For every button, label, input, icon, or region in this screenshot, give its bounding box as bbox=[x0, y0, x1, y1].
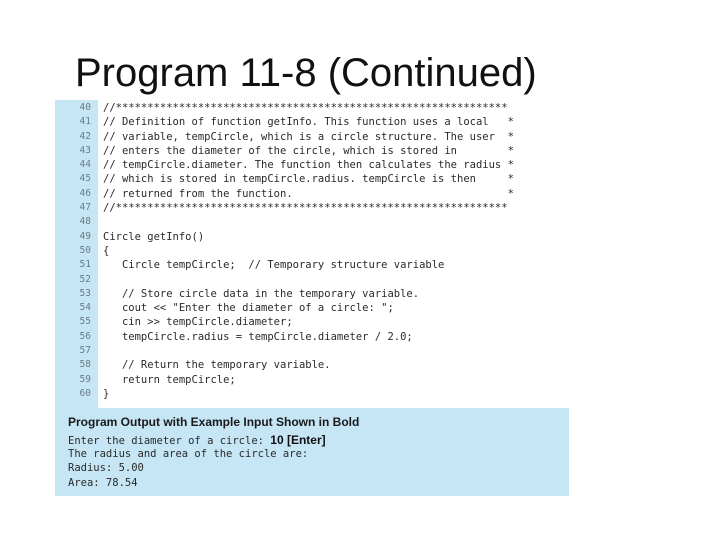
code-line bbox=[55, 172, 569, 186]
code-line bbox=[55, 115, 569, 129]
output-lines bbox=[68, 433, 326, 490]
line-number: 46 bbox=[79, 187, 91, 199]
code-text: Circle getInfo() bbox=[103, 230, 205, 243]
code-line bbox=[55, 301, 569, 315]
code-text: Circle tempCircle; // Temporary structure variable bbox=[103, 259, 445, 272]
code-text: // tempCircle.diameter. The function then calculates the radius * bbox=[103, 159, 514, 172]
output-user-input: 10 [Enter] bbox=[270, 433, 326, 447]
line-number: 55 bbox=[79, 316, 91, 328]
line-number: 43 bbox=[79, 144, 91, 156]
code-text: return tempCircle; bbox=[103, 373, 236, 386]
code-text: cin >> tempCircle.diameter; bbox=[103, 316, 293, 329]
line-number: 52 bbox=[79, 273, 91, 285]
line-number: 54 bbox=[79, 302, 91, 314]
code-text: } bbox=[103, 387, 110, 400]
code-text: cout << "Enter the diameter of a circle: "; bbox=[103, 302, 394, 315]
line-number: 53 bbox=[79, 287, 91, 299]
code-text: //************************************************************** bbox=[103, 202, 508, 215]
line-number: 40 bbox=[79, 102, 91, 113]
code-listing bbox=[55, 100, 569, 408]
line-number: 49 bbox=[79, 230, 91, 242]
code-lines bbox=[55, 101, 569, 401]
slide-title: Program 11-8 (Continued) bbox=[75, 51, 537, 95]
code-line bbox=[55, 215, 569, 229]
code-line bbox=[55, 187, 569, 201]
code-line bbox=[55, 387, 569, 401]
code-text: tempCircle.radius = tempCircle.diameter / 2.0; bbox=[103, 330, 413, 343]
line-number: 56 bbox=[79, 330, 91, 342]
line-number: 41 bbox=[79, 116, 91, 128]
code-line bbox=[55, 201, 569, 215]
output-prompt-text: Enter the diameter of a circle: bbox=[68, 435, 271, 447]
line-number: 57 bbox=[79, 345, 91, 357]
code-text: { bbox=[103, 244, 110, 257]
code-line bbox=[55, 358, 569, 372]
code-text: // Store circle data in the temporary variable. bbox=[103, 287, 420, 300]
code-text: //************************************************************** bbox=[103, 102, 508, 114]
code-text: // which is stored in tempCircle.radius. tempCircle is then * bbox=[103, 173, 514, 186]
line-number: 58 bbox=[79, 359, 91, 371]
code-text: // returned from the function. * bbox=[103, 187, 514, 200]
program-output-panel bbox=[55, 408, 569, 496]
line-number: 47 bbox=[79, 202, 91, 214]
line-number: 60 bbox=[79, 387, 91, 399]
output-line: Radius: 5.00 bbox=[68, 462, 144, 475]
code-line bbox=[55, 244, 569, 258]
code-line bbox=[55, 344, 569, 358]
output-line: Area: 78.54 bbox=[68, 476, 138, 489]
code-line bbox=[55, 287, 569, 301]
code-line bbox=[55, 258, 569, 272]
line-number: 44 bbox=[79, 159, 91, 171]
code-text: // variable, tempCircle, which is a circle structure. The user * bbox=[103, 130, 514, 143]
code-line bbox=[55, 330, 569, 344]
output-prompt-line bbox=[68, 433, 326, 447]
line-number: 50 bbox=[79, 244, 91, 256]
line-number: 59 bbox=[79, 373, 91, 385]
output-line: The radius and area of the circle are: bbox=[68, 448, 309, 461]
code-line bbox=[55, 273, 569, 287]
line-number: 42 bbox=[79, 130, 91, 142]
code-text: // Definition of function getInfo. This function uses a local * bbox=[103, 116, 514, 129]
code-line bbox=[55, 144, 569, 158]
code-line bbox=[55, 373, 569, 387]
line-number: 51 bbox=[79, 259, 91, 271]
line-number: 48 bbox=[79, 216, 91, 228]
code-text: // Return the temporary variable. bbox=[103, 359, 331, 372]
code-line bbox=[55, 315, 569, 329]
code-line bbox=[55, 230, 569, 244]
code-line bbox=[55, 158, 569, 172]
line-number: 45 bbox=[79, 173, 91, 185]
code-text: // enters the diameter of the circle, which is stored in * bbox=[103, 144, 514, 157]
code-line bbox=[55, 101, 569, 115]
output-heading: Program Output with Example Input Shown in Bold bbox=[68, 415, 360, 429]
code-line bbox=[55, 130, 569, 144]
